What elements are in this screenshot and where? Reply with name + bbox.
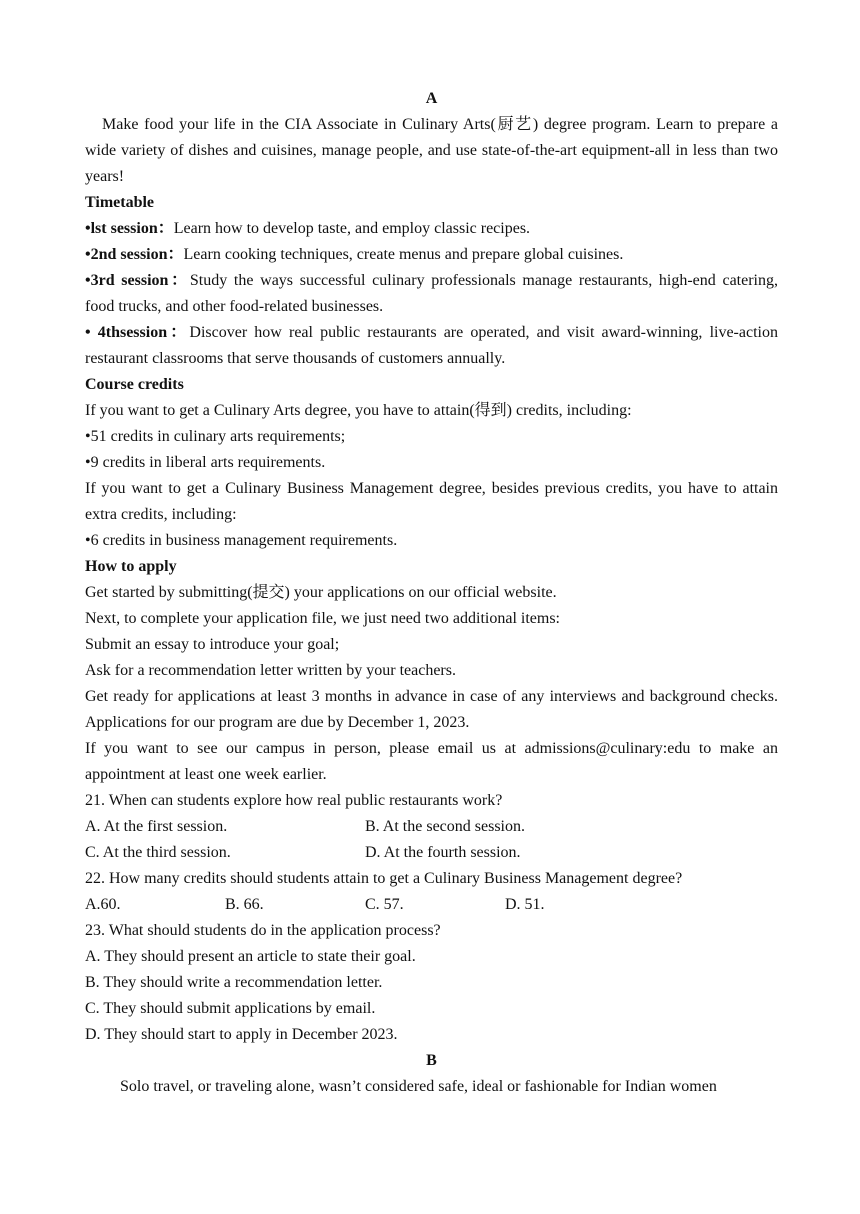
apply-line: Ask for a recommendation letter written by your teachers. xyxy=(85,662,456,679)
timetable-heading: Timetable xyxy=(85,194,155,211)
session-item xyxy=(85,268,778,320)
apply-heading: How to apply xyxy=(85,558,177,575)
apply-line: Get started by submitting(提交) your applications on our official website. xyxy=(85,584,557,601)
credits-line: If you want to get a Culinary Business Management degree, besides previous credits, you have to attain extra credits, including: xyxy=(85,480,778,523)
option: D. 51. xyxy=(505,896,545,913)
option: C. At the third session. xyxy=(85,844,231,861)
section-a-heading: A xyxy=(425,90,438,107)
option: D. At the fourth session. xyxy=(365,844,521,861)
session-text: Learn cooking techniques, create menus and prepare global cuisines. xyxy=(183,246,624,263)
option: A. At the first session. xyxy=(85,818,228,835)
option: A.60. xyxy=(85,896,121,913)
apply-line: If you want to see our campus in person, please email us at admissions@culinary:edu to make an appointment at least one week earlier. xyxy=(85,740,778,783)
session-item xyxy=(85,242,778,268)
question-stem: 21. When can students explore how real public restaurants work? xyxy=(85,792,503,809)
option: D. They should start to apply in December 2023. xyxy=(85,1026,398,1043)
section-b-first-line: Solo travel, or traveling alone, wasn’t considered safe, ideal or fashionable for Indian women xyxy=(120,1078,717,1095)
option: C. 57. xyxy=(365,896,404,913)
session-item xyxy=(85,320,778,372)
section-b-heading: B xyxy=(426,1052,437,1069)
session-label: •lst session： xyxy=(85,220,174,237)
session-label: •3rd session： xyxy=(85,272,190,289)
credits-line: •51 credits in culinary arts requirements; xyxy=(85,428,346,445)
option: A. They should present an article to state their goal. xyxy=(85,948,416,965)
option: B. They should write a recommendation letter. xyxy=(85,974,383,991)
option-row xyxy=(85,840,778,866)
intro-paragraph: Make food your life in the CIA Associate in Culinary Arts(厨艺) degree program. Learn to prepare a wide variety of dishes and cuisines, manage people, and use state-of-the-art equipment-all in less than two years! xyxy=(85,116,778,185)
option: C. They should submit applications by email. xyxy=(85,1000,376,1017)
apply-line: Get ready for applications at least 3 months in advance in case of any interviews and background checks. Applications for our program are due by December 1, 2023. xyxy=(85,688,778,731)
option-row xyxy=(85,892,778,918)
session-label: •2nd session： xyxy=(85,246,184,263)
session-text: Study the ways successful culinary professionals manage restaurants, high-end catering, food trucks, and other food-related businesses. xyxy=(85,272,778,315)
apply-line: Next, to complete your application file, we just need two additional items: xyxy=(85,610,560,627)
option: B. At the second session. xyxy=(365,818,525,835)
option-row xyxy=(85,814,778,840)
session-text: Discover how real public restaurants are operated, and visit award-winning, live-action restaurant classrooms that serve thousands of customers annually. xyxy=(85,324,778,367)
session-text: Learn how to develop taste, and employ classic recipes. xyxy=(173,220,531,237)
question-stem: 23. What should students do in the application process? xyxy=(85,922,441,939)
session-item xyxy=(85,216,778,242)
credits-line: If you want to get a Culinary Arts degree, you have to attain(得到) credits, including: xyxy=(85,402,632,419)
option: B. 66. xyxy=(225,896,264,913)
session-label: • 4thsession： xyxy=(85,324,190,341)
credits-line: •6 credits in business management requirements. xyxy=(85,532,398,549)
credits-heading: Course credits xyxy=(85,376,184,393)
credits-line: •9 credits in liberal arts requirements. xyxy=(85,454,326,471)
document-page xyxy=(85,86,778,1100)
question-stem: 22. How many credits should students attain to get a Culinary Business Management degree? xyxy=(85,870,683,887)
apply-line: Submit an essay to introduce your goal; xyxy=(85,636,340,653)
